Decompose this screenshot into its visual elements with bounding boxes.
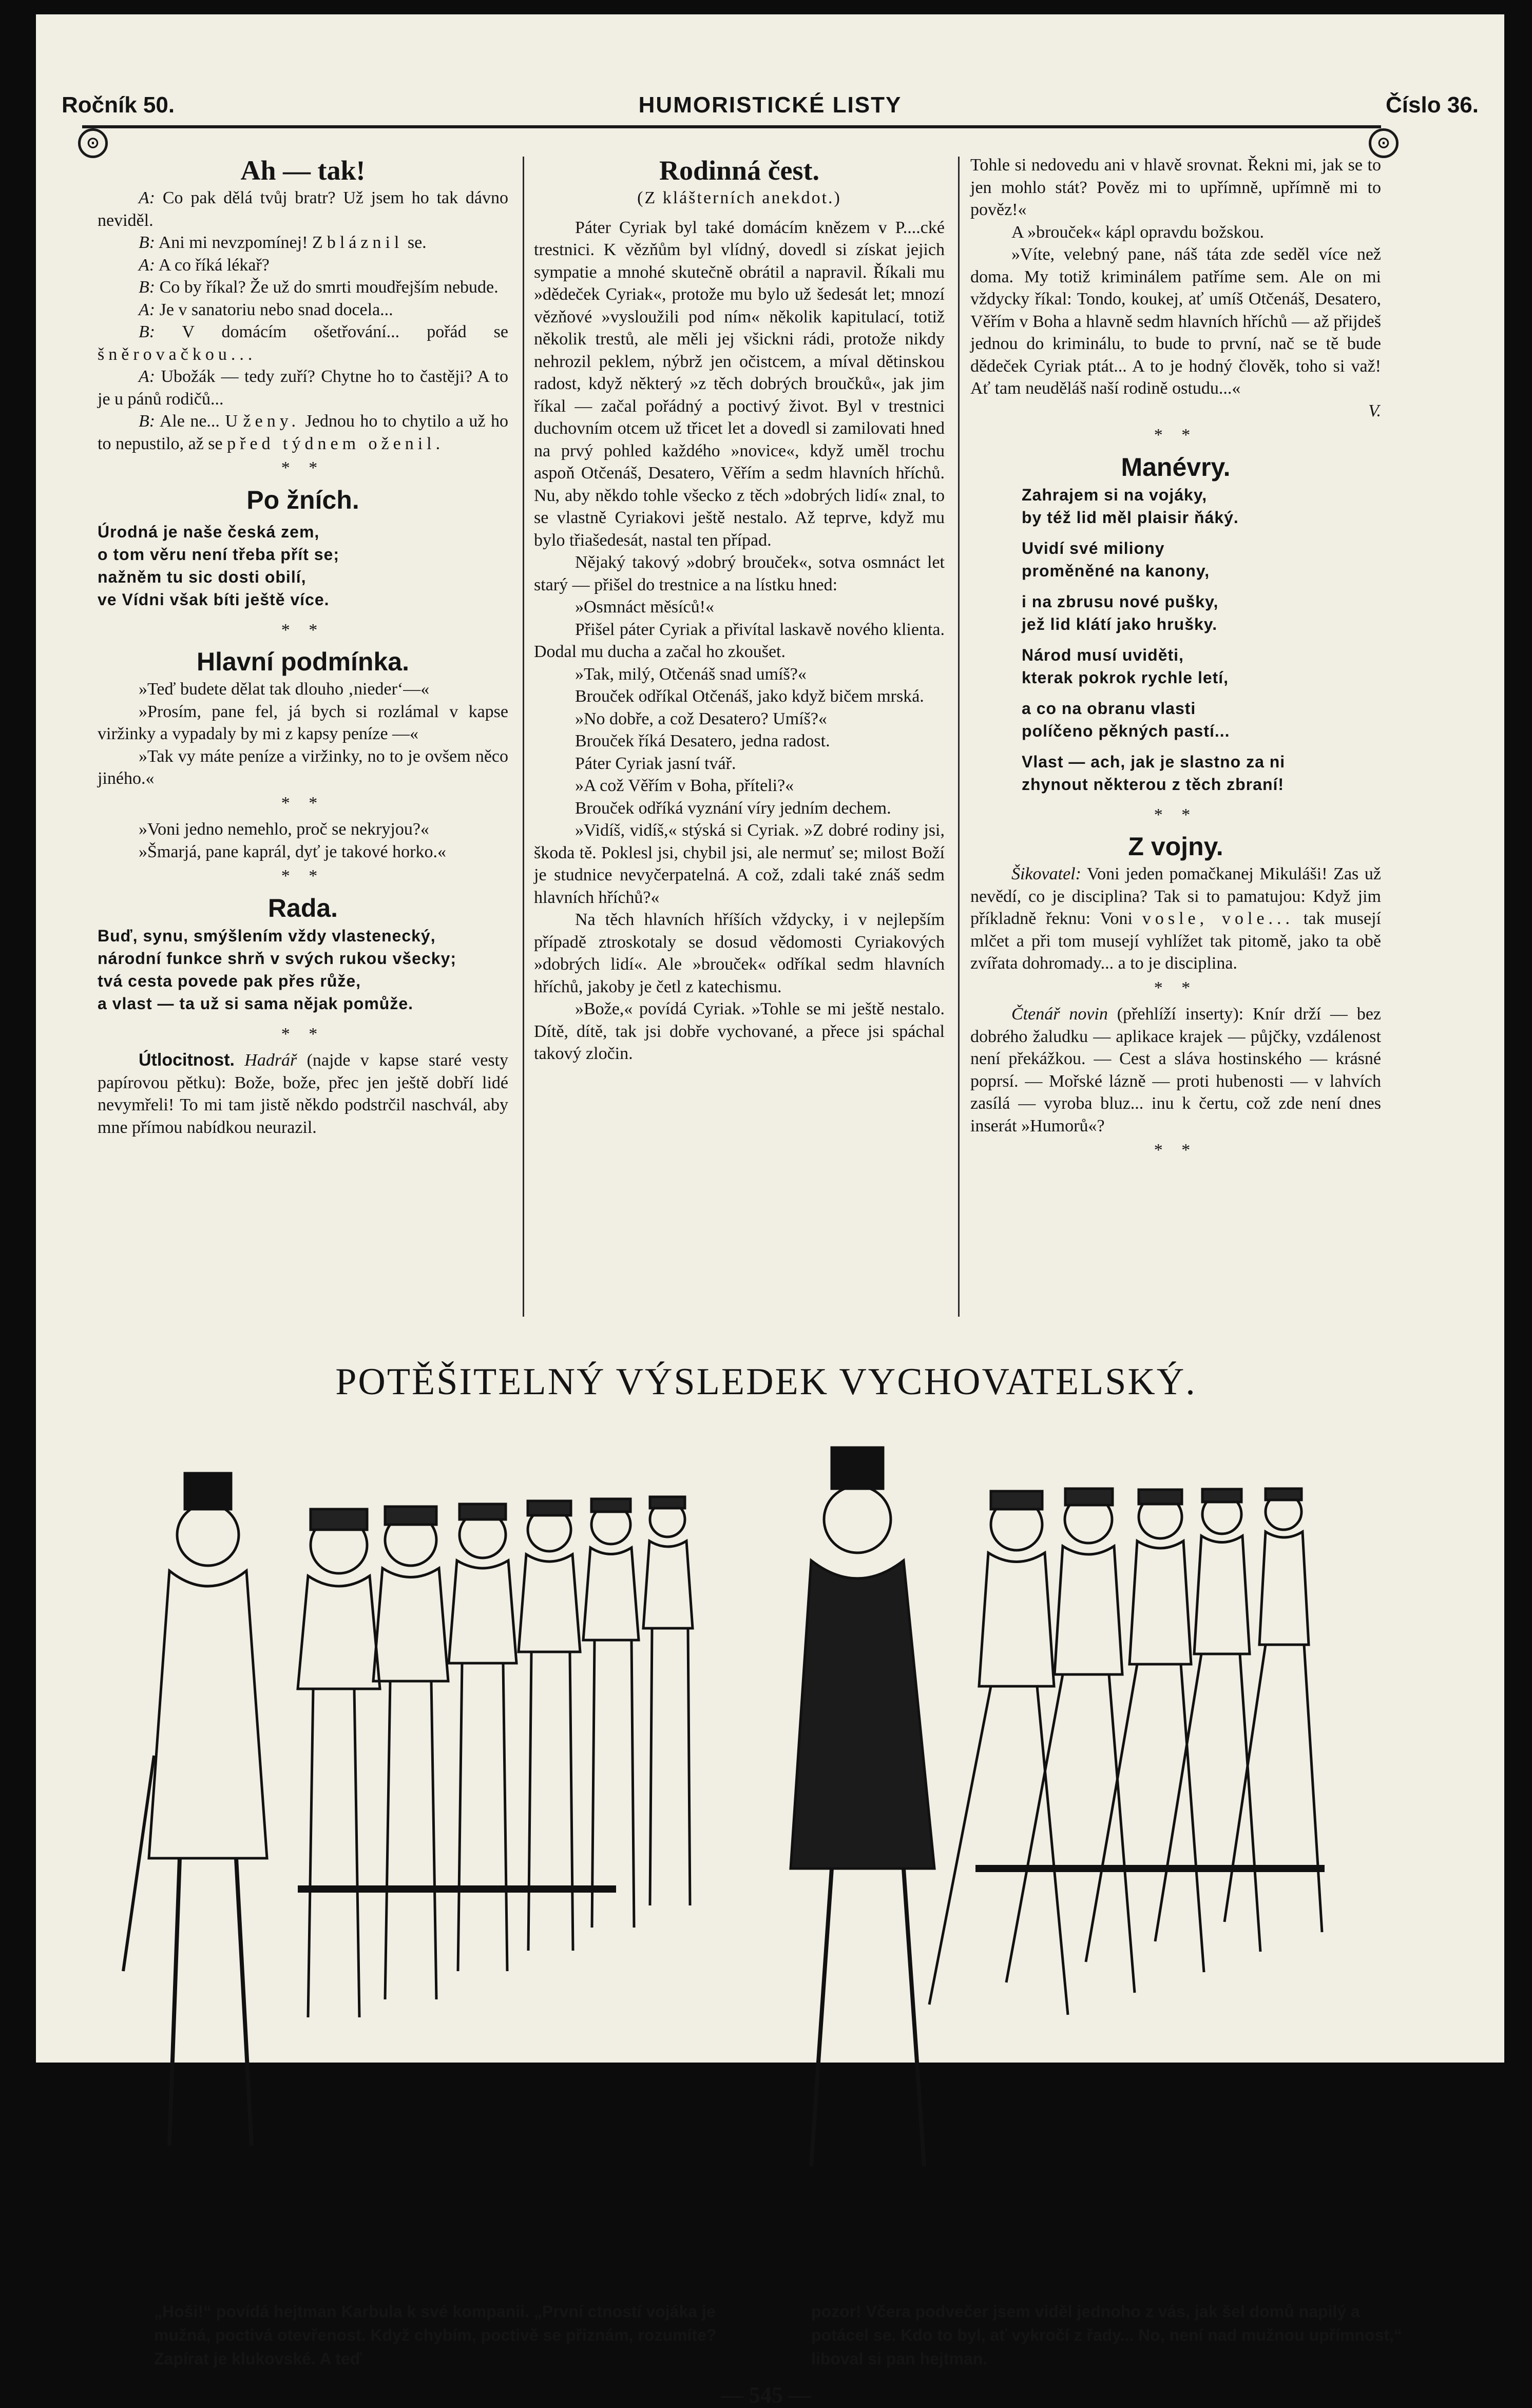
issue-label: Číslo 36. — [1386, 92, 1479, 118]
column-1 — [98, 154, 508, 1139]
paragraph: Brouček odříká vyznání víry jedním dechem. — [575, 798, 891, 818]
cartoon-illustration-right — [770, 1427, 1366, 2248]
dialog-line: »Tak vy máte peníze a viržinky, no to je ovšem něco jiného.« — [98, 746, 508, 788]
paragraph: »No dobře, a což Desatero? Umíš?« — [575, 709, 827, 728]
column-rule — [958, 157, 960, 1317]
article-title: Ah — tak! — [240, 155, 366, 186]
paragraph: »Tak, milý, Otčenáš snad umíš?« — [575, 664, 807, 684]
caption-left: „Hoši!“ povídá hejtman Karbula k své kompanii. „První ctností vojáka je mužná, poctivá otevřenost. Když chybím, poctivě se přiznám, rozumíte? Zapírat je klukovské. A teď — [154, 2302, 717, 2368]
paragraph: Nějaký takový »dobrý brouček«, sotva osmnáct let starý — přišel do trestnice a na lístku hned: — [534, 553, 945, 594]
paragraph: A »brouček« kápl opravdu božskou. — [1011, 222, 1264, 242]
paragraph: »Víte, velebný pane, náš táta zde seděl více než doma. My totiž kriminálem patříme sem. Ale on mi vždycky říkal: Tondo, koukej, ať umíš Otčenáš, Desatero, Věřím v Boha a hlavně sedm hlavních hříchů — až přijdeš jednou do kriminálu, to bude to první, nač se tě bude dědeček Cyriak ptát... A to je hodný člověk, toho si važ! Ať tam neuděláš naší rodině ostudu...« — [970, 245, 1381, 398]
paragraph: Páter Cyriak jasní tvář. — [575, 754, 736, 773]
paragraph: »Bože,« povídá Cyriak. »Tohle se mi ještě nestalo. Dítě, dítě, tak jsi dobře vychované, a přece jsi spáchal takový zločin. — [534, 999, 945, 1063]
column-2 — [534, 154, 945, 1065]
dialog-line: B: V domácím ošetřování... pořád se šněrovačkou... — [98, 322, 508, 364]
dialog-line: »Prosím, pane fel, já bych si rozlámal v kapse viržinky a vypadaly by mi z kapsy peníze —« — [98, 702, 508, 743]
paragraph: Na těch hlavních hříších vždycky, i v nejlepším případě ztroskotaly se dosud vědomosti Cyriakových »dobrých lidí«. Ale »brouček« odříkal sedm hlavních hříchů, jakoby je četl z katechismu. — [534, 910, 945, 996]
paragraph: Tohle si nedovedu ani v hlavě srovnat. Řekni mi, jak se to jen mohlo stát? Pověz mi to upřímně, upřímně mi to pověz!« — [970, 156, 1381, 219]
captain-figure — [123, 1473, 267, 2146]
paragraph: Přišel páter Cyriak a přivítal laskavě nového klienta. Dodal mu ducha a začal ho zkoušet. — [534, 620, 945, 661]
dialog-line: »Teď budete dělat tak dlouho ‚nieder‘—« — [139, 680, 430, 699]
paragraph: »A což Věřím v Boha, příteli?« — [575, 776, 794, 795]
poem: Buď, synu, smýšlením vždy vlastenecký, národní funkce shrň v svých rukou všecky; tvá cesta povede pak přes růže, a vlast — ta už si sama nějak pomůže. — [98, 926, 457, 1013]
column-3 — [970, 154, 1381, 1166]
soldier-row — [929, 1489, 1325, 2015]
paragraph: Brouček říká Desatero, jedna radost. — [575, 731, 830, 750]
poem-title: Po žních. — [246, 485, 359, 514]
section-separator: * * — [281, 793, 325, 813]
signature: V. — [1368, 401, 1381, 420]
article-title: Rodinná čest. — [659, 155, 820, 186]
header-rule — [82, 125, 1381, 128]
dialog-line: B: Co by říkal? Že už do smrti moudřejším nebude. — [139, 278, 499, 297]
poem: Zahrajem si na vojáky, by též lid měl plaisir ňáký. Uvidí své miliony proměněné na kanony, i na zbrusu nové pušky, jež lid klátí jako hrušky. Národ musí uviděti, kterak pokrok rychle letí, a co na obranu vlasti políčeno pěkných pastí... Vlast — ach, jak je slastno za ni zhynout některou z těch zbraní! — [1022, 485, 1286, 794]
poem-title: Manévry. — [1121, 452, 1231, 481]
caption-right: pozor! Včera podvečer jsem viděl jednoho z vás, jak šel domů napilý a potácel se. Kdo to byl, ať vykročí z řady... No, není nad mužnou upřímnost,“ liboval si pan hejtman. — [811, 2302, 1402, 2368]
dialog-line: A: Je v sanatoriu nebo snad docela... — [139, 300, 393, 319]
captain-figure — [791, 1448, 934, 2166]
dialog-line: A: Co pak dělá tvůj bratr? Už jsem ho tak dávno neviděl. — [98, 188, 508, 230]
soldier-row — [298, 1497, 693, 2017]
ornament-left-icon: ⊙ — [78, 128, 108, 158]
page-number: — 545 — — [721, 2382, 811, 2407]
dialog-line: B: Ale ne... U ženy. Jednou ho to chytilo a už ho to nepustilo, až se před týdnem oženil. — [98, 412, 508, 453]
ornament-right-icon: ⊙ — [1369, 128, 1399, 158]
section-separator: * * — [281, 458, 325, 477]
article-title: Hlavní podmínka. — [197, 647, 409, 676]
dialog-line: B: Ani mi nevzpomínej! Zbláznil se. — [139, 233, 427, 252]
section-separator: * * — [281, 1024, 325, 1044]
paragraph: Brouček odříkal Otčenáš, jako když bičem mrská. — [575, 687, 924, 706]
paragraph: »Vidíš, vidíš,« stýská si Cyriak. »Z dobré rodiny jsi, škoda tě. Poklesl jsi, chybil jsi, ale nermuť se; milost Boží je studnice nevyčerpatelná. A což, zdali také znáš sedm hlavních hříchů?« — [534, 821, 945, 907]
anecdote: Útlocitnost. Hadrář (najde v kapse staré vesty papírovou pětku): Bože, bože, přec jen ještě dobří lidé nevymřeli! To mi tam jistě někdo podstrčil naschvál, aby mne přímou nabídkou neurazil. — [98, 1050, 508, 1137]
paragraph: Páter Cyriak byl také domácím knězem v P....cké trestnici. K vězňům byl vlídný, dovedl si získat jejich sympatie a mnohé skutečně obrátil a napravil. Říkali mu »dědeček Cyriak«, protože mu bylo už šedesát let; mnozí vězňové »vysloužili pod ním« několik kapitulací, totiž několik trestů, ale měli jej všickni rádi, protože nikdy nehrozil peklem, nýbrž jen očistcem, a míval dětinskou radost, když některý »z těch dobrých broučků«, jak jim říkal — začal pořádný a poctivý život. Byl v trestnici duchovním otcem už třicet let a dovedl si zamilovati hned na prvý pohled každého »novice«, když uměl trochu aspoň Otčenáš, Desatero, Věřím a sedm hlavních hříchů. Nu, aby někdo tohle všecko z těch »dobrých lidí« znal, to se vlastně Cyriakovi ještě nestalo. Až teprve, když mu bylo třiašedesát, nastal ten případ. — [534, 218, 945, 550]
cartoon-panel-right — [770, 1427, 1366, 2248]
article-title: Z vojny. — [1128, 832, 1223, 861]
poem-title: Rada. — [267, 893, 338, 922]
cartoon-panel-left — [113, 1427, 708, 2248]
section-separator: * * — [1154, 426, 1198, 445]
cartoon-title: POTĚŠITELNÝ VÝSLEDEK VYCHOVATELSKÝ. — [335, 1361, 1197, 1403]
section-separator: * * — [1154, 1141, 1198, 1160]
poem: Úrodná je naše česká zem, o tom věru není třeba přít se; nažněm tu sic dosti obilí, ve Vídni však bíti ještě více. — [98, 522, 339, 609]
section-separator: * * — [281, 620, 325, 640]
dialog-line: A: Ubožák — tedy zuří? Chytne ho to častěji? A to je u pánů rodičů... — [98, 367, 508, 409]
column-rule — [523, 157, 524, 1317]
section-separator: * * — [281, 866, 325, 885]
dialog-line: A: A co říká lékař? — [139, 255, 270, 275]
paragraph: »Osmnáct měsíců!« — [575, 598, 714, 617]
page-header — [62, 92, 1479, 121]
volume-label: Ročník 50. — [62, 92, 175, 118]
article-subtitle: (Z klášterních anekdot.) — [637, 188, 841, 207]
dialog-line: »Voni jedno nemehlo, proč se nekryjou?« — [139, 820, 429, 839]
dialog-line: »Šmarjá, pane kaprál, dyť je takové horko.« — [139, 842, 446, 861]
anecdote: Šikovatel: Voni jeden pomačkanej Mikuláši! Zas už nevědí, co je disciplina? Tak si to pamatujou: Když jim příkladně řeknu: Voni vosle, vole... tak musejí mlčet a při tom musejí vyhlížet tak pitomě, jako ta obě zvířata dohromady... a to je disciplina. — [970, 864, 1382, 973]
anecdote: Čtenář novin (přehlíží inserty): Knír drží — bez dobrého žaludku — aplikace krajek — půjčky, vzdálenost není překážkou. — Cest a sláva hostinského — krásné poprsí. — Mořské lázně — proti hubenosti — v lahvích zasílá — vyroba bluz... inu k čertu, což zde není dnes inserát »Humorů«? — [970, 1005, 1381, 1135]
magazine-title: HUMORISTICKÉ LISTY — [638, 92, 902, 118]
section-separator: * * — [1154, 978, 1198, 997]
cartoon-illustration-left — [113, 1427, 708, 2248]
section-separator: * * — [1154, 805, 1198, 824]
